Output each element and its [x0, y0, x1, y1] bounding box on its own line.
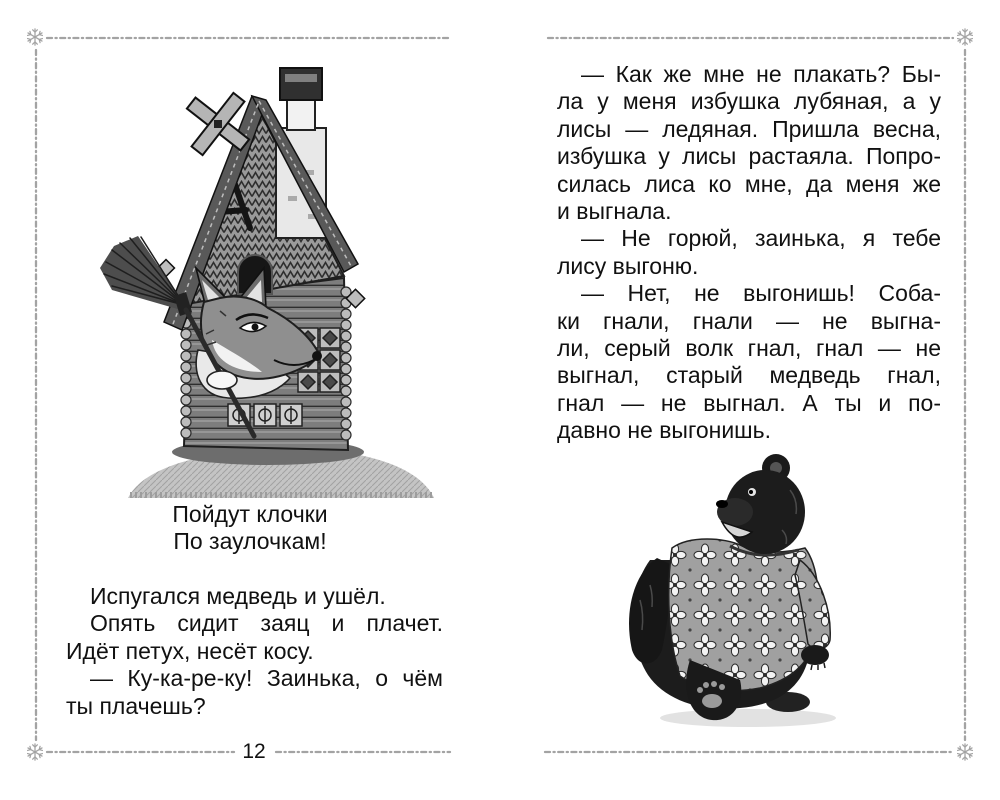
bear-shadow [660, 709, 836, 727]
text-line: Опять сидит заяц и плачет. [90, 610, 443, 637]
text-line: гнал — не выгнал. А ты и по- [557, 389, 941, 416]
house-with-fox-illustration [100, 55, 445, 510]
text-line: и выгнала. [557, 197, 672, 224]
text-line: давно не выгонишь. [557, 417, 771, 444]
snowflake-icon [958, 744, 973, 760]
fox-paw [207, 371, 237, 389]
verse-line: Пойдут клочки [172, 501, 328, 527]
snowflake-icon [958, 29, 973, 45]
text-line: ки гнали, гнали — не выгна- [557, 307, 941, 334]
text-line: Идёт петух, несёт косу. [66, 637, 314, 664]
bear-head [716, 454, 805, 554]
snowflake-icon [28, 29, 43, 45]
right-page-text [557, 61, 941, 444]
text-line: — Не горюй, заинька, я тебе [581, 225, 941, 252]
text-line: лисы — ледяная. Пришла весна, [557, 115, 941, 142]
bear-right-paw [801, 645, 829, 670]
text-line: ты плачешь? [66, 692, 206, 719]
broom-straw [100, 236, 192, 316]
text-line: ла у меня избушка лубяная, а у [557, 88, 941, 115]
text-line: — Нет, не выгонишь! Соба- [581, 280, 941, 307]
text-line: силась лиса ко мне, да меня же [557, 170, 941, 197]
verse-block [150, 501, 350, 556]
roof-finial-cross [187, 93, 249, 155]
text-line: — Как же мне не плакать? Бы- [581, 61, 941, 87]
snowflake-icon [28, 744, 43, 760]
bear-nose [716, 500, 728, 508]
text-line: избушка у лисы растаяла. Попро- [557, 143, 941, 170]
text-line: Испугался медведь и ушёл. [90, 583, 386, 609]
page-number: 12 [242, 740, 266, 763]
text-line: ли, серый волк гнал, гнал — не [557, 334, 941, 361]
text-line: лису выгоню. [557, 252, 699, 279]
left-page-text [66, 583, 443, 720]
verse-line: По заулочкам! [173, 528, 327, 555]
text-line: выгнал, старый медведь гнал, [557, 362, 941, 389]
text-line: — Ку-ка-ре-ку! Заинька, о чём [90, 665, 443, 692]
bear-cub-illustration [605, 450, 855, 735]
